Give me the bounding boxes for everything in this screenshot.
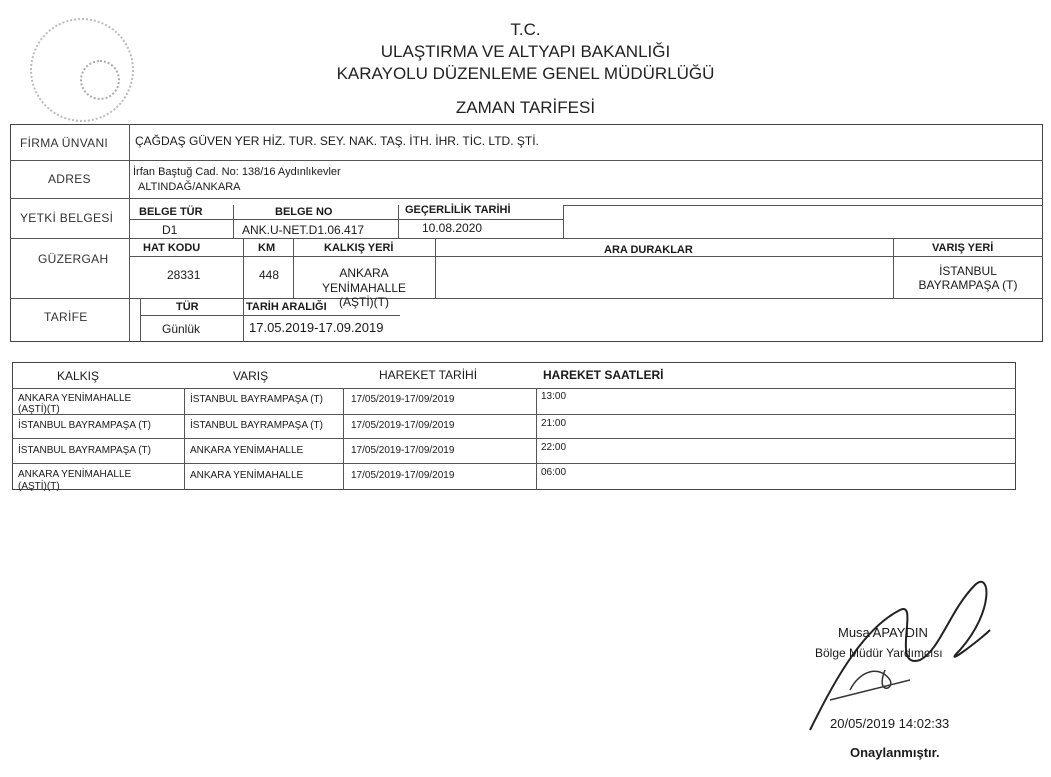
row1-varis: İSTANBUL BAYRAMPAŞA (T) — [190, 394, 323, 405]
header-directorate: KARAYOLU DÜZENLEME GENEL MÜDÜRLÜĞÜ — [336, 64, 715, 83]
tarife-label: TARİFE — [44, 310, 88, 324]
kalkis-line1: ANKARA — [339, 266, 389, 280]
row3-saat: 22:00 — [541, 442, 567, 453]
row4-kalkis-l1: ANKARA YENİMAHALLE — [18, 469, 132, 480]
kalkis-line3: (AŞTİ)(T) — [339, 295, 389, 309]
varis-line1: İSTANBUL — [939, 264, 997, 278]
firma-value: ÇAĞDAŞ GÜVEN YER HİZ. TUR. SEY. NAK. TAŞ. İTH. İHR. TİC. LTD. ŞTİ. — [135, 134, 539, 148]
document-title: ZAMAN TARİFESİ — [455, 98, 596, 117]
row4-saat: 06:00 — [541, 467, 567, 478]
yetki-tur-value: D1 — [162, 223, 178, 237]
row4-tarih: 17/05/2019-17/09/2019 — [351, 470, 455, 481]
schedule-header-varis: VARIŞ — [233, 369, 269, 383]
varis-line2: BAYRAMPAŞA (T) — [918, 278, 1018, 292]
km-value: 448 — [259, 268, 280, 282]
guzergah-header-varis: VARIŞ YERİ — [932, 242, 994, 254]
adres-line1: İrfan Baştuğ Cad. No: 138/16 Aydınlıkevler — [133, 166, 341, 178]
hat-kodu-value: 28331 — [167, 268, 201, 282]
row1-kalkis-l1: ANKARA YENİMAHALLE — [18, 393, 132, 404]
adres-label: ADRES — [48, 172, 91, 186]
signature-datetime: 20/05/2019 14:02:33 — [830, 716, 950, 731]
yetki-gecerlilik-value: 10.08.2020 — [422, 221, 483, 235]
kalkis-line2: YENİMAHALLE — [321, 281, 407, 295]
row2-tarih: 17/05/2019-17/09/2019 — [351, 420, 455, 431]
yetki-header-no: BELGE NO — [275, 206, 333, 218]
row3-varis: ANKARA YENİMAHALLE — [190, 445, 304, 456]
row1-kalkis-l2: (AŞTİ)(T) — [18, 404, 60, 415]
schedule-header-kalkis: KALKIŞ — [57, 369, 100, 383]
guzergah-header-ara: ARA DURAKLAR — [604, 244, 693, 256]
row2-saat: 21:00 — [541, 418, 567, 429]
yetki-label: YETKİ BELGESİ — [20, 211, 114, 225]
header-tc: T.C. — [510, 20, 541, 39]
schedule-table — [12, 362, 1016, 490]
yetki-header-tur: BELGE TÜR — [139, 206, 203, 218]
guzergah-header-hat-kodu: HAT KODU — [143, 242, 201, 254]
tarife-header-tarih: TARİH ARALIĞI — [246, 301, 327, 313]
adres-line2: ALTINDAĞ/ANKARA — [138, 181, 241, 193]
row3-kalkis-l1: İSTANBUL BAYRAMPAŞA (T) — [18, 445, 151, 456]
row4-kalkis-l2: (AŞTİ)(T) — [18, 481, 60, 492]
header-ministry: ULAŞTIRMA VE ALTYAPI BAKANLIĞI — [380, 42, 671, 61]
row2-varis: İSTANBUL BAYRAMPAŞA (T) — [190, 420, 323, 431]
signer-name: Musa APAYDIN — [838, 625, 928, 640]
firma-label: FİRMA ÜNVANI — [20, 136, 109, 150]
row2-kalkis-l1: İSTANBUL BAYRAMPAŞA (T) — [18, 420, 151, 431]
row1-saat: 13:00 — [541, 391, 567, 402]
guzergah-label: GÜZERGAH — [38, 252, 109, 266]
yetki-no-value: ANK.U-NET.D1.06.417 — [242, 223, 365, 237]
approval-text: Onaylanmıştır. — [850, 745, 940, 760]
tarife-tur-value: Günlük — [162, 322, 201, 336]
signer-title: Bölge Müdür Yardımcısı — [815, 646, 943, 660]
guzergah-header-kalkis: KALKIŞ YERİ — [324, 242, 394, 254]
tarife-header-tur: TÜR — [176, 301, 199, 313]
row1-tarih: 17/05/2019-17/09/2019 — [351, 394, 455, 405]
row4-varis: ANKARA YENİMAHALLE — [190, 470, 304, 481]
tarife-tarih-value: 17.05.2019-17.09.2019 — [249, 320, 384, 335]
row3-tarih: 17/05/2019-17/09/2019 — [351, 445, 455, 456]
yetki-header-gecerlilik: GEÇERLİLİK TARİHİ — [405, 204, 511, 216]
guzergah-header-km: KM — [258, 242, 276, 254]
schedule-header-saat: HAREKET SAATLERİ — [543, 368, 664, 382]
schedule-header-tarih: HAREKET TARİHİ — [379, 368, 478, 382]
